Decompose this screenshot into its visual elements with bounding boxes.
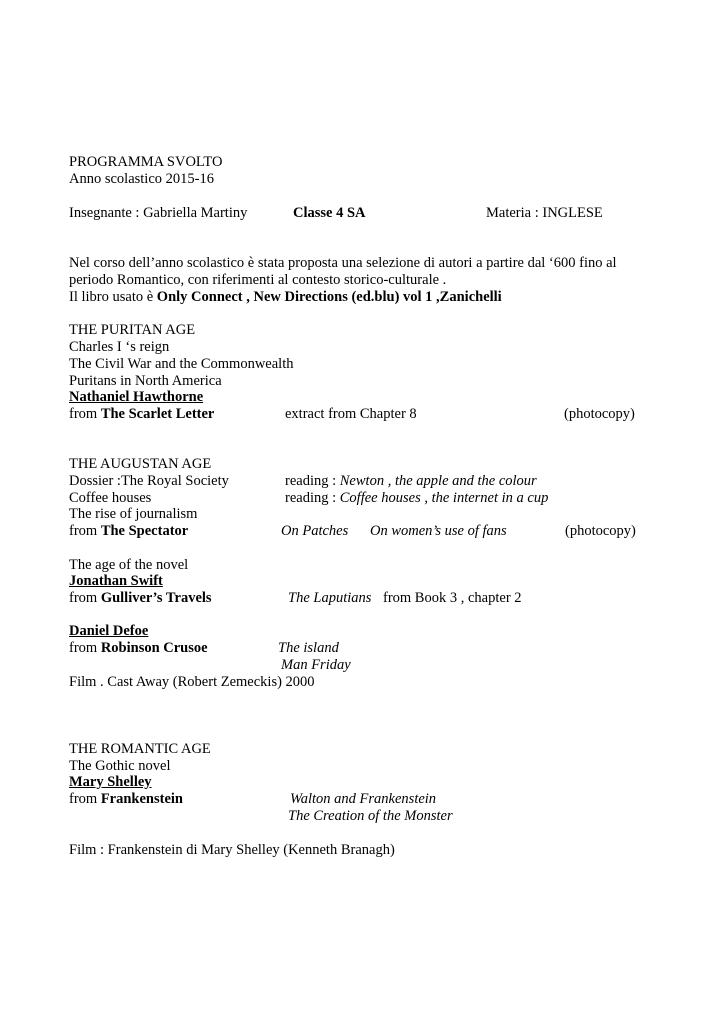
section-heading-augustan: THE AUGUSTAN AGE (69, 456, 212, 472)
textbook-prefix: Il libro usato è (69, 289, 157, 305)
work-line (69, 523, 188, 540)
topic-item: Puritans in North America (69, 373, 222, 389)
reading-newton (285, 473, 537, 490)
extract-island: The island (278, 640, 339, 656)
extract-laputians: The Laputians (288, 590, 372, 606)
school-year: Anno scolastico 2015-16 (69, 171, 214, 187)
topic-item: Charles I ‘s reign (69, 339, 170, 355)
subject: Materia : INGLESE (486, 205, 603, 221)
reading-coffee (285, 490, 548, 507)
photocopy-note: (photocopy) (564, 406, 635, 422)
work-frankenstein: Frankenstein (100, 791, 183, 807)
extract-on-fans: On women’s use of fans (370, 523, 507, 539)
film-frankenstein: Film : Frankenstein di Mary Shelley (Kenneth Branagh) (69, 842, 395, 858)
from-label: from (69, 590, 101, 606)
reading-newton-title: Newton , the apple and the colour (339, 473, 537, 489)
extract-note: extract from Chapter 8 (285, 406, 417, 422)
author-hawthorne: Nathaniel Hawthorne (69, 389, 204, 405)
page-title: PROGRAMMA SVOLTO (69, 154, 223, 170)
work-gulliver: Gulliver’s Travels (100, 590, 212, 606)
intro-line-2: periodo Romantico, con riferimenti al contesto storico-culturale . (69, 272, 447, 288)
reading-label: reading : (285, 473, 340, 489)
textbook-title: Only Connect , New Directions (ed.blu) vol 1 ,Zanichelli (156, 289, 502, 305)
textbook-line (69, 289, 502, 306)
work-scarlet-letter: The Scarlet Letter (100, 406, 215, 422)
topic-age-of-novel: The age of the novel (69, 557, 189, 573)
work-line (69, 791, 183, 808)
extract-walton: Walton and Frankenstein (290, 791, 437, 807)
dossier-royal-society: Dossier :The Royal Society (69, 473, 229, 489)
author-shelley: Mary Shelley (69, 774, 152, 790)
film-cast-away: Film . Cast Away (Robert Zemeckis) 2000 (69, 674, 315, 690)
photocopy-note: (photocopy) (565, 523, 636, 539)
work-line (69, 640, 208, 657)
author-swift: Jonathan Swift (69, 573, 163, 589)
reading-label: reading : (285, 490, 340, 506)
from-label: from (69, 791, 101, 807)
from-label: from (69, 523, 101, 539)
from-label: from (69, 640, 101, 656)
work-line (69, 590, 212, 607)
extract-man-friday: Man Friday (281, 657, 351, 673)
work-crusoe: Robinson Crusoe (100, 640, 208, 656)
extract-on-patches: On Patches (281, 523, 349, 539)
topic-journalism: The rise of journalism (69, 506, 198, 522)
extract-book3: from Book 3 , chapter 2 (383, 590, 522, 606)
from-label: from (69, 406, 101, 422)
topic-item: The Civil War and the Commonwealth (69, 356, 294, 372)
author-defoe: Daniel Defoe (69, 623, 149, 639)
topic-gothic-novel: The Gothic novel (69, 758, 171, 774)
topic-coffee-houses: Coffee houses (69, 490, 152, 506)
extract-creation: The Creation of the Monster (288, 808, 453, 824)
intro-line-1: Nel corso dell’anno scolastico è stata proposta una selezione di autori a partire dal ‘600 fino al (69, 255, 617, 271)
section-heading-puritan: THE PURITAN AGE (69, 322, 196, 338)
reading-coffee-title: Coffee houses , the internet in a cup (339, 490, 549, 506)
section-heading-romantic: THE ROMANTIC AGE (69, 741, 211, 757)
class-label: Classe 4 SA (293, 205, 366, 221)
work-line (69, 406, 214, 423)
work-spectator: The Spectator (100, 523, 189, 539)
teacher: Insegnante : Gabriella Martiny (69, 205, 248, 221)
